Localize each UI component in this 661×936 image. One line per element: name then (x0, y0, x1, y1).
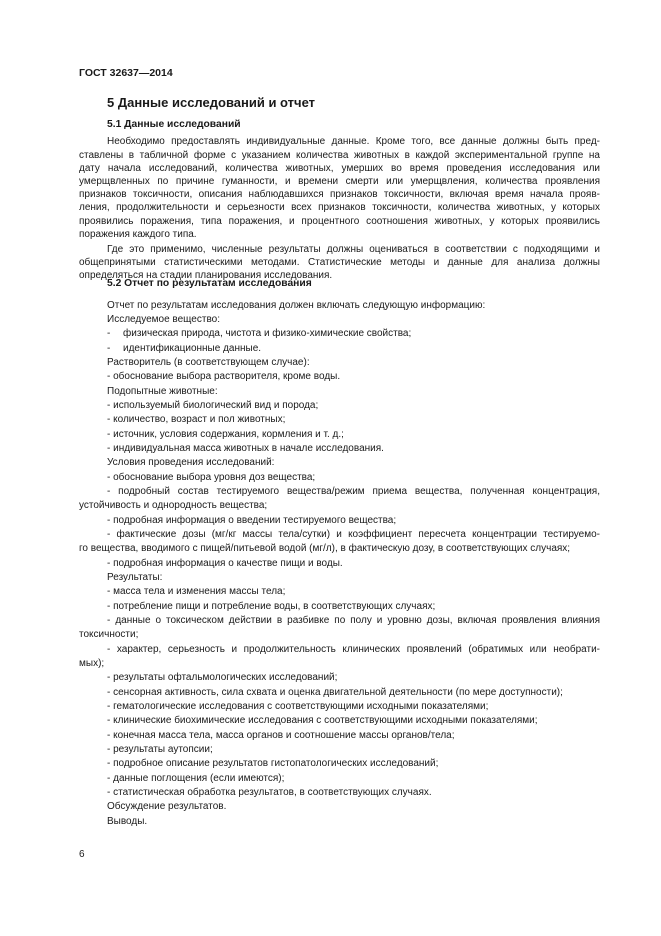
item-line: - характер, серьезность и продолжительность клинических проявлений (обратимых или необрати- (107, 643, 600, 655)
item-line: - подробная информация о качестве пищи и воды. (107, 557, 343, 569)
paragraph-line: ления, продолжительности и серьезности всех признаков токсичности, количества животных, у которых (79, 202, 600, 214)
list-item (79, 786, 600, 800)
paragraph-line: ставлены в табличной форме с указанием количества животных в каждой экспериментальной группе на (79, 149, 600, 161)
dash-bullet: - (107, 328, 111, 340)
item-line: Результаты: (107, 572, 163, 584)
bullet-item (79, 342, 600, 356)
list-item (79, 428, 600, 442)
section-5-1 (79, 118, 600, 282)
list-item (79, 772, 600, 786)
list-item (79, 585, 600, 599)
item-line: Условия проведения исследований: (107, 457, 275, 469)
list-item (79, 485, 600, 514)
list-item (79, 686, 600, 700)
item-line (79, 327, 600, 341)
list-item (79, 514, 600, 528)
paragraph-line: Необходимо предоставлять индивидуальные данные. Кроме того, все данные должны быть пред- (107, 136, 600, 148)
list-item (79, 370, 600, 384)
item-continuation-line: устойчивость и однородность вещества; (79, 500, 268, 512)
item-line: - используемый биологический вид и порода; (107, 400, 319, 412)
list-item (79, 399, 600, 413)
list-item (79, 714, 600, 728)
section-5-2-body (79, 299, 600, 829)
list-item (79, 571, 600, 585)
list-item (79, 528, 600, 557)
list-item (79, 643, 600, 672)
paragraph-line: поражения каждого типа. (79, 228, 197, 240)
item-line: - конечная масса тела, масса органов и соотношение массы органов/тела; (107, 729, 455, 741)
item-continuation-line: мых); (79, 658, 105, 669)
list-item (79, 743, 600, 757)
item-line: - подробная информация о введении тестируемого вещества; (107, 514, 397, 526)
item-line: - гематологические исследования с соответствующими исходными показателями; (107, 700, 489, 712)
item-line: - данные поглощения (если имеются); (107, 772, 285, 784)
list-item (79, 671, 600, 685)
item-line: Подопытные животные: (107, 385, 218, 397)
item-line: Отчет по результатам исследования должен включать следующую информацию: (107, 299, 486, 311)
paragraph-line: умерщвленных по причине гуманности, и времени смерти или умерщвления, количества проявления (79, 175, 600, 187)
paragraph-line: Где это применимо, численные результаты должны оцениваться в соответствии с подходящими и (107, 243, 600, 255)
item-line: - масса тела и изменения массы тела; (107, 586, 286, 598)
document-header: ГОСТ 32637—2014 (79, 67, 173, 79)
paragraph (79, 135, 600, 241)
item-line: - обоснование выбора растворителя, кроме воды. (107, 371, 341, 383)
paragraph-line: общепринятыми статистическими методами. Статистические методы и данные для анализа должны (79, 256, 600, 268)
list-item (79, 313, 600, 327)
list-item (79, 456, 600, 470)
item-line: - результаты офтальмологических исследований; (107, 672, 338, 684)
item-line: - результаты аутопсии; (107, 743, 213, 755)
item-line: Обсуждение результатов. (107, 801, 227, 813)
list-item (79, 815, 600, 829)
item-line: - источник, условия содержания, кормления и т. д.; (107, 428, 344, 440)
section-5-1-body (79, 135, 600, 282)
item-line: - статистическая обработка результатов, в соответствующих случаях. (107, 786, 432, 798)
item-line: - подробный состав тестируемого вещества/режим приема вещества, полученная концентрация, (107, 486, 600, 498)
paragraph-line: признаков токсичности, описания наблюдавшихся признаков токсичности, включая время начала прояв- (79, 189, 600, 201)
page-number: 6 (79, 849, 85, 860)
item-line: Исследуемое вещество: (107, 314, 220, 326)
item-line: - подробное описание результатов гистопатологических исследований; (107, 758, 439, 770)
item-line: Растворитель (в соответствующем случае): (107, 357, 310, 369)
item-line: - индивидуальная масса животных в начале исследования. (107, 443, 384, 455)
section-title: 5 Данные исследований и отчет (107, 95, 315, 110)
subsection-title: 5.1 Данные исследований (107, 119, 241, 131)
list-item (79, 299, 600, 313)
list-item (79, 356, 600, 370)
item-continuation-line: го вещества, вводимого с пищей/питьевой водой (мг/л), в фактическую дозу, в соответствующих случаях; (79, 543, 571, 555)
item-line: - сенсорная активность, сила схвата и оценка двигательной деятельности (по мере доступности); (107, 686, 563, 698)
item-text: идентификационные данные. (123, 342, 262, 354)
list-item (79, 757, 600, 771)
list-item (79, 800, 600, 814)
list-item (79, 614, 600, 643)
list-item (79, 385, 600, 399)
list-item (79, 557, 600, 571)
bullet-item (79, 327, 600, 341)
item-line: - фактические дозы (мг/кг массы тела/сутки) и коэффициент пересчета концентрации тестируемо- (107, 529, 600, 541)
item-line: - обоснование выбора уровня доз вещества; (107, 471, 316, 483)
subsection-title: 5.2 Отчет по результатам исследования (107, 278, 312, 290)
list-item (79, 413, 600, 427)
list-item (79, 729, 600, 743)
paragraph (79, 243, 600, 283)
item-line: - потребление пищи и потребление воды, в соответствующих случаях; (107, 600, 436, 612)
section-5-2-heading-wrap (79, 277, 600, 290)
dash-bullet: - (107, 342, 111, 354)
item-continuation-line: токсичности; (79, 629, 139, 641)
item-line: - количество, возраст и пол животных; (107, 414, 286, 426)
paragraph-line: определяться на стадии планирования исследования. (79, 269, 333, 281)
list-item (79, 471, 600, 485)
item-text: физическая природа, чистота и физико-химические свойства; (123, 328, 412, 340)
paragraph-line: дату начала исследований, количества животных, умерших во время проведения исследования или (79, 162, 600, 174)
item-line: - клинические биохимические исследования с соответствующими исходными показателями; (107, 715, 538, 727)
paragraph-line: проявились поражения, типа поражения, и процентного соотношения животных, у которых проявились (79, 215, 600, 227)
list-item (79, 700, 600, 714)
item-line: Выводы. (107, 815, 148, 827)
item-line: - данные о токсическом действии в разбивке по полу и уровню дозы, включая проявления влияния (107, 615, 600, 627)
list-item (79, 442, 600, 456)
list-item (79, 600, 600, 614)
item-line (79, 342, 600, 356)
